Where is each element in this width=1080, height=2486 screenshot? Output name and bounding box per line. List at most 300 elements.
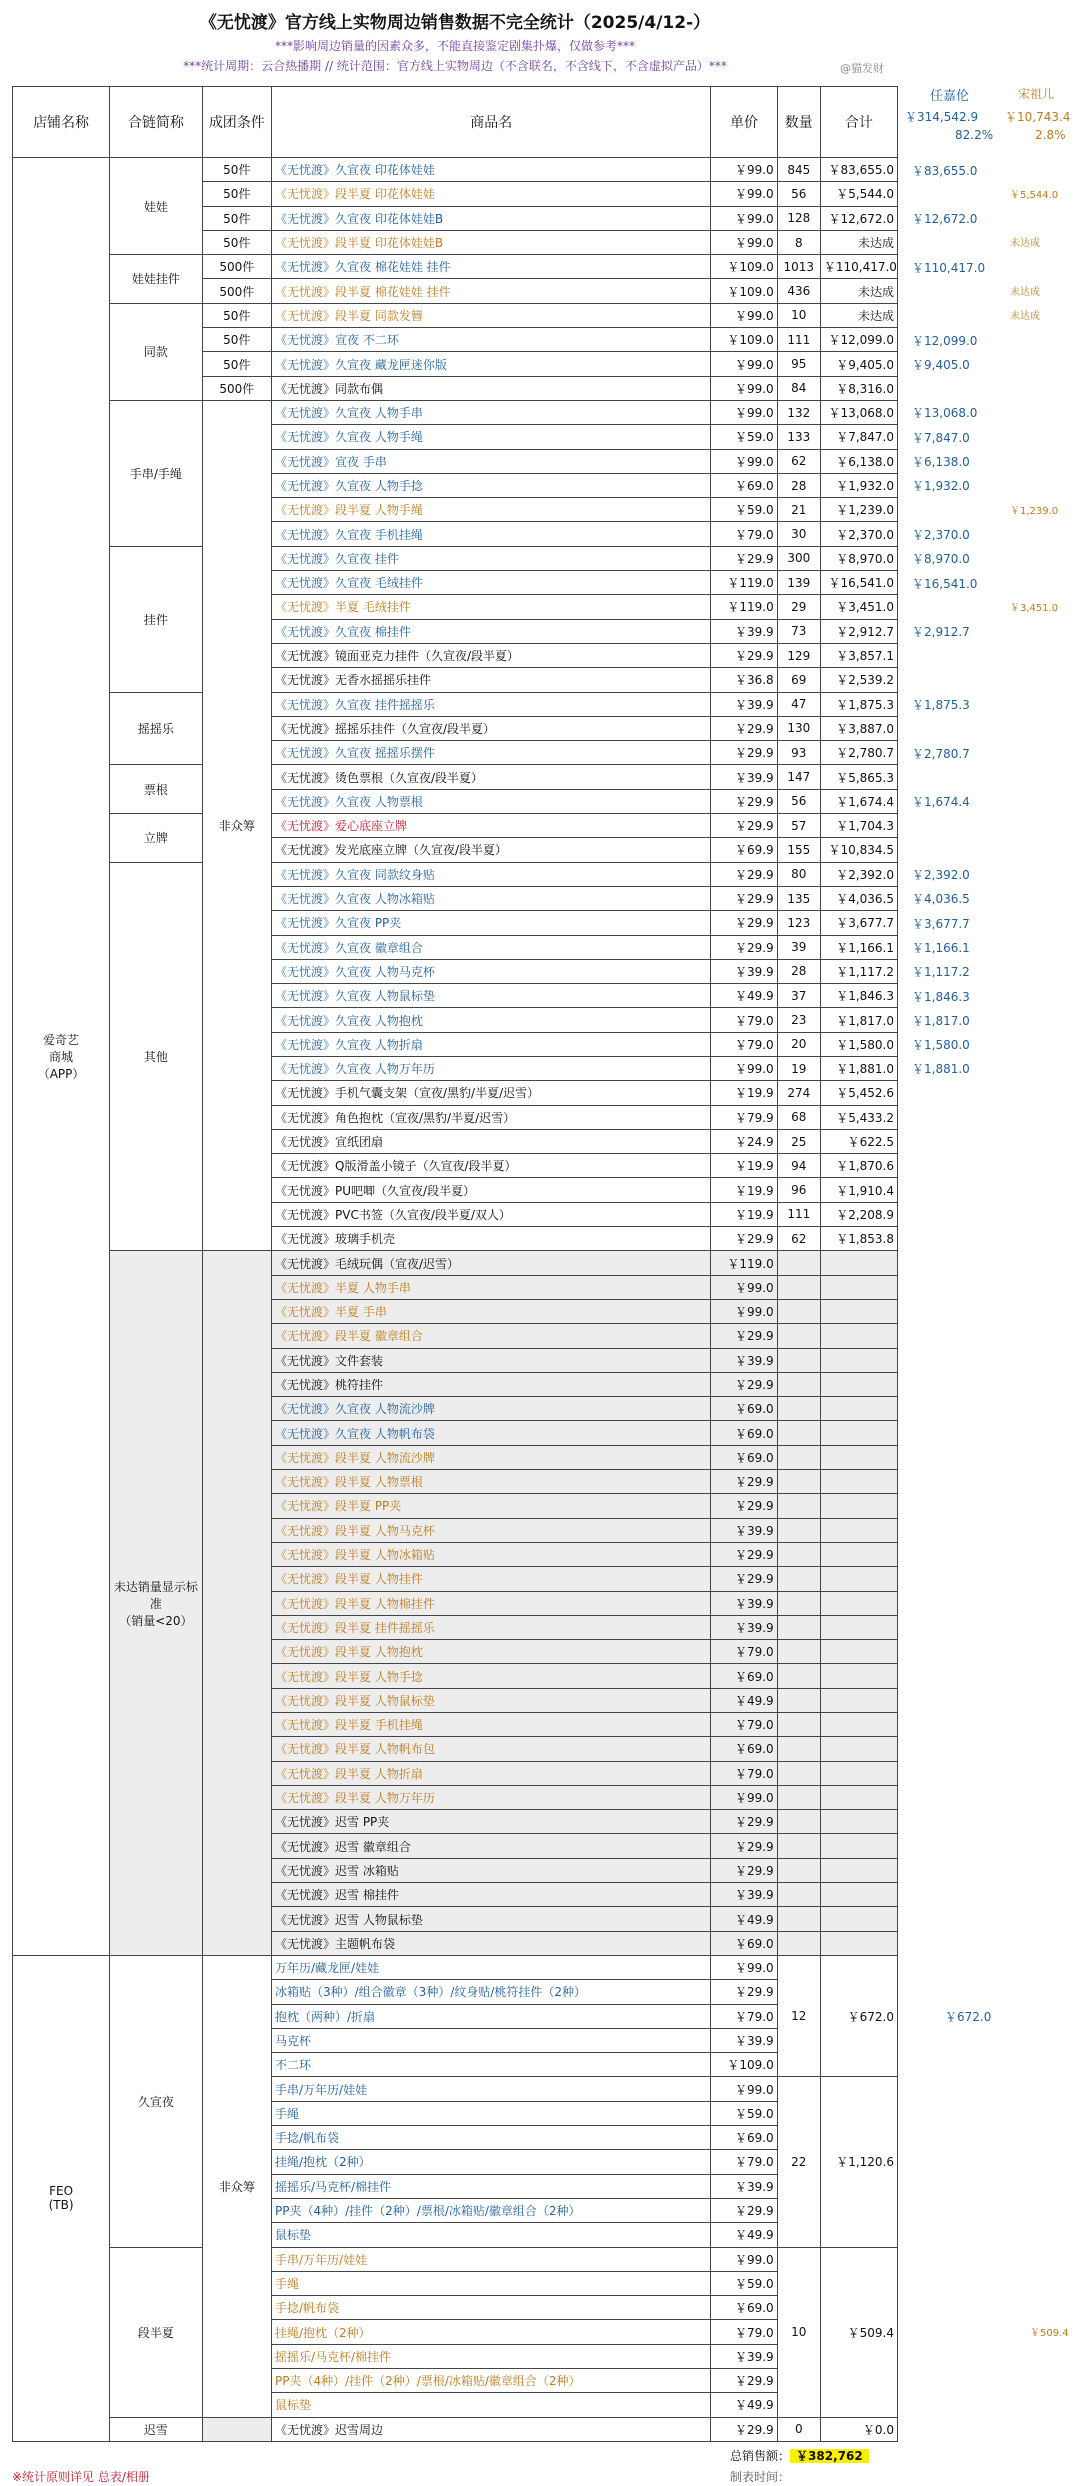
unit-price: ￥29.9: [711, 1858, 777, 1882]
row-total: [820, 1640, 897, 1664]
qty: [777, 1470, 820, 1494]
product-name: 《无忧渡》段半夏 人物折扇: [272, 1761, 711, 1785]
table-row: [13, 862, 898, 886]
qty: 84: [777, 376, 820, 400]
product-name: 《无忧渡》PVC书签（久宣夜/段半夏/双人）: [272, 1202, 711, 1226]
unit-price: ￥79.0: [711, 1032, 777, 1056]
unit-price: ￥39.9: [711, 619, 777, 643]
qty: 62: [777, 449, 820, 473]
qty: [777, 1785, 820, 1809]
product-name: 《无忧渡》迟雪 棉挂件: [272, 1883, 711, 1907]
unit-price: ￥29.9: [711, 789, 777, 813]
actor1-feo-value: ￥672.0: [945, 2010, 992, 2025]
product-name: 《无忧渡》久宣夜 印花体娃娃: [272, 158, 711, 182]
row-total: ￥110,417.0: [820, 255, 897, 279]
unit-price: ￥109.0: [711, 2053, 777, 2077]
product-name: 《无忧渡》段半夏 印花体娃娃: [272, 182, 711, 206]
row-total: ￥3,887.0: [820, 716, 897, 740]
unit-price: ￥29.9: [711, 1372, 777, 1396]
product-name: 《无忧渡》段半夏 徽章组合: [272, 1324, 711, 1348]
qty: 1013: [777, 255, 820, 279]
product-name: 摇摇乐/马克杯/棉挂件: [272, 2174, 711, 2198]
product-name: 《无忧渡》段半夏 印花体娃娃B: [272, 230, 711, 254]
unit-price: ￥29.9: [711, 741, 777, 765]
actor1-value: ￥2,780.7: [912, 746, 970, 761]
condition-cell: 50件: [202, 182, 271, 206]
product-name: 《无忧渡》久宣夜 人物马克杯: [272, 959, 711, 983]
row-total: [820, 1372, 897, 1396]
qty: 56: [777, 789, 820, 813]
product-name: 抱枕（两种）/折扇: [272, 2004, 711, 2028]
actor1-value: ￥6,138.0: [912, 455, 970, 470]
qty: [777, 1907, 820, 1931]
unit-price: ￥39.9: [711, 692, 777, 716]
condition-cell: 非众筹: [202, 1955, 271, 2417]
row-total: ￥2,208.9: [820, 1202, 897, 1226]
qty: 19: [777, 1056, 820, 1080]
unit-price: ￥29.9: [711, 911, 777, 935]
product-name: 《无忧渡》段半夏 PP夹: [272, 1494, 711, 1518]
report-note-2: ***统计周期：云合热播期 // 统计范围：官方线上实物周边（不含联名，不含线下，不含虚拟产品）***: [183, 59, 727, 73]
col-qty: 数量: [777, 87, 820, 158]
product-name: 《无忧渡》迟雪 徽章组合: [272, 1834, 711, 1858]
row-total: ￥9,405.0: [820, 352, 897, 376]
row-total: [820, 1688, 897, 1712]
unit-price: ￥29.9: [711, 1980, 777, 2004]
product-name: 《无忧渡》久宣夜 藏龙匣迷你版: [272, 352, 711, 376]
product-name: 《无忧渡》角色抱枕（宣夜/黑豹/半夏/迟雪）: [272, 1105, 711, 1129]
unit-price: ￥29.9: [711, 643, 777, 667]
row-total: ￥1,853.8: [820, 1227, 897, 1251]
unit-price: ￥79.0: [711, 522, 777, 546]
row-total: ￥12,099.0: [820, 328, 897, 352]
qty: 29: [777, 595, 820, 619]
unit-price: ￥99.0: [711, 1056, 777, 1080]
unit-price: ￥99.0: [711, 1275, 777, 1299]
unit-price: ￥109.0: [711, 255, 777, 279]
link-name: 久宣夜: [110, 1955, 203, 2247]
row-total: [820, 1737, 897, 1761]
unit-price: ￥99.0: [711, 1299, 777, 1323]
unit-price: ￥49.9: [711, 2393, 777, 2417]
unit-price: ￥99.0: [711, 400, 777, 424]
row-total: ￥1,674.4: [820, 789, 897, 813]
actor1-value: ￥13,068.0: [912, 406, 978, 421]
row-total: [820, 1834, 897, 1858]
product-name: 《无忧渡》无香水摇摇乐挂件: [272, 668, 711, 692]
qty: 129: [777, 643, 820, 667]
row-total: ￥1,870.6: [820, 1154, 897, 1178]
qty: [777, 1348, 820, 1372]
product-name: 《无忧渡》半夏 毛绒挂件: [272, 595, 711, 619]
unit-price: ￥119.0: [711, 595, 777, 619]
row-total: ￥1,704.3: [820, 814, 897, 838]
actor1-value: ￥7,847.0: [912, 430, 970, 445]
row-total: 未达成: [820, 303, 897, 327]
condition-cell: 50件: [202, 206, 271, 230]
row-total: ￥1,910.4: [820, 1178, 897, 1202]
product-name: 《无忧渡》久宣夜 徽章组合: [272, 935, 711, 959]
product-name: 《无忧渡》段半夏 人物抱枕: [272, 1640, 711, 1664]
product-name: 《无忧渡》段半夏 挂件摇摇乐: [272, 1615, 711, 1639]
unit-price: ￥39.9: [711, 1883, 777, 1907]
qty: 135: [777, 886, 820, 910]
unit-price: ￥79.9: [711, 1105, 777, 1129]
actor1-value: ￥83,655.0: [912, 163, 978, 178]
row-total: [820, 1931, 897, 1955]
qty: 62: [777, 1227, 820, 1251]
product-name: 手绳: [272, 2101, 711, 2125]
qty: 68: [777, 1105, 820, 1129]
row-total: ￥7,847.0: [820, 425, 897, 449]
qty: [777, 1761, 820, 1785]
product-name: 《无忧渡》Q版滑盖小镜子（久宣夜/段半夏）: [272, 1154, 711, 1178]
col-product: 商品名: [272, 87, 711, 158]
actor1-value: ￥2,370.0: [912, 527, 970, 542]
row-total: [820, 1542, 897, 1566]
qty: [777, 1688, 820, 1712]
link-name: 摇摇乐: [110, 692, 203, 765]
qty: [777, 1640, 820, 1664]
row-total: 未达成: [820, 279, 897, 303]
qty: [777, 1251, 820, 1275]
actor1-value: ￥1,875.3: [912, 698, 970, 713]
col-total: 合计: [820, 87, 897, 158]
unit-price: ￥29.9: [711, 2198, 777, 2222]
actor1-value: ￥1,881.0: [912, 1062, 970, 1077]
product-name: 《无忧渡》久宣夜 人物冰箱贴: [272, 886, 711, 910]
actor1-value: ￥8,970.0: [912, 552, 970, 567]
qty: 69: [777, 668, 820, 692]
unit-price: ￥79.0: [711, 2150, 777, 2174]
actor2-value: 未达成: [1010, 238, 1040, 250]
row-total: [820, 1348, 897, 1372]
product-name: 《无忧渡》迟雪 PP夹: [272, 1810, 711, 1834]
product-name: 《无忧渡》半夏 人物手串: [272, 1275, 711, 1299]
row-total: ￥13,068.0: [820, 400, 897, 424]
qty: [777, 1713, 820, 1737]
qty: [777, 1567, 820, 1591]
unit-price: ￥69.0: [711, 1421, 777, 1445]
qty: 80: [777, 862, 820, 886]
row-total: ￥1,881.0: [820, 1056, 897, 1080]
qty: 28: [777, 959, 820, 983]
row-total: ￥0.0: [820, 2417, 897, 2441]
row-total: ￥3,677.7: [820, 911, 897, 935]
qty: 139: [777, 571, 820, 595]
qty: 57: [777, 814, 820, 838]
condition-cell: 50件: [202, 158, 271, 182]
actor1-value: ￥1,117.2: [912, 965, 970, 980]
condition-cell: 非众筹: [202, 400, 271, 1250]
product-name: 《无忧渡》久宣夜 人物万年历: [272, 1056, 711, 1080]
product-name: 《无忧渡》久宣夜 挂件: [272, 546, 711, 570]
actor1-value: ￥12,672.0: [912, 212, 978, 227]
unit-price: ￥29.9: [711, 1542, 777, 1566]
qty: 94: [777, 1154, 820, 1178]
row-total: ￥1,817.0: [820, 1008, 897, 1032]
product-name: 《无忧渡》久宣夜 人物鼠标垫: [272, 984, 711, 1008]
row-total: [820, 1445, 897, 1469]
row-total: ￥16,541.0: [820, 571, 897, 595]
table-row: [13, 2247, 898, 2271]
product-name: 手捻/帆布袋: [272, 2126, 711, 2150]
unit-price: ￥109.0: [711, 328, 777, 352]
unit-price: ￥99.0: [711, 1785, 777, 1809]
unit-price: ￥99.0: [711, 2247, 777, 2271]
qty: [777, 1591, 820, 1615]
product-name: 《无忧渡》段半夏 人物手捻: [272, 1664, 711, 1688]
condition-cell: 50件: [202, 328, 271, 352]
qty: [777, 1737, 820, 1761]
qty: [777, 1664, 820, 1688]
grand-total-value: ￥382,762: [790, 2449, 869, 2463]
unit-price: ￥59.0: [711, 2101, 777, 2125]
unit-price: ￥39.9: [711, 2174, 777, 2198]
qty: [777, 1397, 820, 1421]
qty: 10: [777, 303, 820, 327]
row-total: [820, 1713, 897, 1737]
qty: 132: [777, 400, 820, 424]
qty: [777, 1494, 820, 1518]
actor1-value: ￥3,677.7: [912, 916, 970, 931]
link-name: 未达销量显示标准 （销量<20）: [110, 1251, 203, 1956]
product-name: 《无忧渡》段半夏 人物票根: [272, 1470, 711, 1494]
qty: 96: [777, 1178, 820, 1202]
condition-cell: [202, 2417, 271, 2441]
product-name: 《无忧渡》久宣夜 毛绒挂件: [272, 571, 711, 595]
unit-price: ￥99.0: [711, 182, 777, 206]
product-name: 《无忧渡》段半夏 人物帆布包: [272, 1737, 711, 1761]
actor2-value: ￥1,239.0: [1010, 505, 1059, 517]
unit-price: ￥29.9: [711, 716, 777, 740]
unit-price: ￥79.0: [711, 1008, 777, 1032]
unit-price: ￥79.0: [711, 2320, 777, 2344]
qty: 845: [777, 158, 820, 182]
product-name: 《无忧渡》摇摇乐挂件（久宣夜/段半夏）: [272, 716, 711, 740]
unit-price: ￥49.9: [711, 984, 777, 1008]
product-name: 《无忧渡》镜面亚克力挂件（久宣夜/段半夏）: [272, 643, 711, 667]
link-name: 娃娃: [110, 158, 203, 255]
qty: 12: [777, 1955, 820, 2076]
qty: 23: [777, 1008, 820, 1032]
qty: 39: [777, 935, 820, 959]
qty: [777, 1542, 820, 1566]
product-name: 《无忧渡》久宣夜 棉挂件: [272, 619, 711, 643]
product-name: 鼠标垫: [272, 2223, 711, 2247]
product-name: 《无忧渡》主题帆布袋: [272, 1931, 711, 1955]
unit-price: ￥19.9: [711, 1081, 777, 1105]
qty: 130: [777, 716, 820, 740]
actor2-pct: 2.8%: [1035, 128, 1066, 142]
qty: 25: [777, 1129, 820, 1153]
row-total: [820, 1275, 897, 1299]
unit-price: ￥39.9: [711, 1591, 777, 1615]
product-name: 《无忧渡》PU吧唧（久宣夜/段半夏）: [272, 1178, 711, 1202]
qty: [777, 1445, 820, 1469]
actor1-total: ￥314,542.9: [905, 110, 979, 124]
unit-price: ￥119.0: [711, 1251, 777, 1275]
product-name: 《无忧渡》段半夏 棉花娃娃 挂件: [272, 279, 711, 303]
qty: [777, 1883, 820, 1907]
qty: 21: [777, 498, 820, 522]
unit-price: ￥59.0: [711, 2271, 777, 2295]
link-name: 立牌: [110, 814, 203, 863]
actor2-value: ￥5,544.0: [1010, 189, 1059, 201]
shop-name: 爱奇艺 商城 （APP）: [13, 158, 110, 1956]
product-name: 《无忧渡》段半夏 人物挂件: [272, 1567, 711, 1591]
unit-price: ￥24.9: [711, 1129, 777, 1153]
row-total: ￥2,392.0: [820, 862, 897, 886]
unit-price: ￥29.9: [711, 1834, 777, 1858]
qty: 30: [777, 522, 820, 546]
qty: [777, 1421, 820, 1445]
row-total: ￥5,865.3: [820, 765, 897, 789]
shop-name: FEO (TB): [13, 1955, 110, 2441]
product-name: 《无忧渡》久宣夜 人物票根: [272, 789, 711, 813]
product-name: 《无忧渡》久宣夜 人物手捻: [272, 473, 711, 497]
qty: 133: [777, 425, 820, 449]
row-total: ￥622.5: [820, 1129, 897, 1153]
product-name: 《无忧渡》玻璃手机壳: [272, 1227, 711, 1251]
unit-price: ￥99.0: [711, 230, 777, 254]
qty: 0: [777, 2417, 820, 2441]
link-name: 其他: [110, 862, 203, 1251]
product-name: 《无忧渡》久宣夜 手机挂绳: [272, 522, 711, 546]
link-name: 票根: [110, 765, 203, 814]
row-total: [820, 1567, 897, 1591]
qty: [777, 1324, 820, 1348]
row-total: [820, 1615, 897, 1639]
row-total: [820, 1324, 897, 1348]
watermark: @猫发财: [840, 62, 884, 75]
product-name: 《无忧渡》久宣夜 人物抱枕: [272, 1008, 711, 1032]
qty: [777, 1275, 820, 1299]
qty: 73: [777, 619, 820, 643]
row-total: [820, 1421, 897, 1445]
row-total: [820, 1494, 897, 1518]
row-total: [820, 1518, 897, 1542]
condition-cell: 50件: [202, 303, 271, 327]
link-name: 同款: [110, 303, 203, 400]
unit-price: ￥59.0: [711, 498, 777, 522]
product-name: 《无忧渡》段半夏 人物流沙牌: [272, 1445, 711, 1469]
row-total: ￥4,036.5: [820, 886, 897, 910]
sales-table: [12, 86, 898, 2442]
row-total: ￥2,539.2: [820, 668, 897, 692]
qty: 28: [777, 473, 820, 497]
actor1-value: ￥4,036.5: [912, 892, 970, 907]
qty: 147: [777, 765, 820, 789]
unit-price: ￥99.0: [711, 449, 777, 473]
product-name: 《无忧渡》宣夜 不二环: [272, 328, 711, 352]
actor1-value: ￥110,417.0: [912, 260, 986, 275]
product-name: 《无忧渡》同款布偶: [272, 376, 711, 400]
unit-price: ￥49.9: [711, 1907, 777, 1931]
grand-total-label: 总销售额：: [730, 2449, 791, 2463]
row-total: ￥509.4: [820, 2247, 897, 2417]
row-total: ￥6,138.0: [820, 449, 897, 473]
product-name: 《无忧渡》久宣夜 印花体娃娃B: [272, 206, 711, 230]
product-name: 摇摇乐/马克杯/棉挂件: [272, 2344, 711, 2368]
product-name: 《无忧渡》宣夜 手串: [272, 449, 711, 473]
condition-cell: 500件: [202, 279, 271, 303]
product-name: PP夹（4种）/挂件（2种）/票根/冰箱贴/徽章组合（2种）: [272, 2369, 711, 2393]
actor2-value: 未达成: [1010, 311, 1040, 323]
unit-price: ￥69.0: [711, 2126, 777, 2150]
product-name: 《无忧渡》毛绒玩偶（宣夜/迟雪）: [272, 1251, 711, 1275]
row-total: ￥3,451.0: [820, 595, 897, 619]
row-total: [820, 1883, 897, 1907]
actor1-value: ￥1,166.1: [912, 941, 970, 955]
unit-price: ￥29.9: [711, 546, 777, 570]
actor1-value: ￥16,541.0: [912, 576, 978, 591]
product-name: 手捻/帆布袋: [272, 2296, 711, 2320]
qty: 37: [777, 984, 820, 1008]
unit-price: ￥29.9: [711, 1810, 777, 1834]
condition-cell: 50件: [202, 230, 271, 254]
product-name: 《无忧渡》迟雪 冰箱贴: [272, 1858, 711, 1882]
unit-price: ￥19.9: [711, 1178, 777, 1202]
qty: 10: [777, 2247, 820, 2417]
qty: [777, 1834, 820, 1858]
row-total: [820, 1761, 897, 1785]
actor1-value: ￥1,580.0: [912, 1038, 970, 1053]
actor2-value: ￥3,451.0: [1010, 602, 1059, 614]
unit-price: ￥59.0: [711, 425, 777, 449]
row-total: ￥12,672.0: [820, 206, 897, 230]
qty: 20: [777, 1032, 820, 1056]
product-name: 马克杯: [272, 2028, 711, 2052]
unit-price: ￥39.9: [711, 2028, 777, 2052]
qty: 8: [777, 230, 820, 254]
unit-price: ￥69.0: [711, 1397, 777, 1421]
table-row: [13, 2417, 898, 2441]
row-total: ￥5,544.0: [820, 182, 897, 206]
unit-price: ￥29.9: [711, 2417, 777, 2441]
product-name: 手串/万年历/娃娃: [272, 2077, 711, 2101]
row-total: ￥672.0: [820, 1955, 897, 2076]
unit-price: ￥99.0: [711, 206, 777, 230]
unit-price: ￥79.0: [711, 1761, 777, 1785]
qty: 93: [777, 741, 820, 765]
product-name: 《无忧渡》手机气囊支架（宣夜/黑豹/半夏/迟雪）: [272, 1081, 711, 1105]
row-total: ￥1,166.1: [820, 935, 897, 959]
product-name: 《无忧渡》久宣夜 同款纹身贴: [272, 862, 711, 886]
row-total: ￥1,239.0: [820, 498, 897, 522]
col-price: 单价: [711, 87, 777, 158]
qty: 111: [777, 328, 820, 352]
table-header-row: [13, 87, 898, 158]
unit-price: ￥29.9: [711, 814, 777, 838]
qty: 56: [777, 182, 820, 206]
product-name: 手绳: [272, 2271, 711, 2295]
qty: [777, 1858, 820, 1882]
qty: [777, 1299, 820, 1323]
product-name: 《无忧渡》宣纸团扇: [272, 1129, 711, 1153]
product-name: 《无忧渡》半夏 手串: [272, 1299, 711, 1323]
product-name: 《无忧渡》桃符挂件: [272, 1372, 711, 1396]
unit-price: ￥29.9: [711, 935, 777, 959]
report-header: [12, 10, 898, 76]
table-row: [13, 814, 898, 838]
qty: [777, 1518, 820, 1542]
product-name: PP夹（4种）/挂件（2种）/票根/冰箱贴/徽章组合（2种）: [272, 2198, 711, 2222]
unit-price: ￥39.9: [711, 959, 777, 983]
actor2-value: 未达成: [1010, 286, 1040, 298]
actor1-value: ￥2,392.0: [912, 868, 970, 883]
row-total: [820, 1397, 897, 1421]
